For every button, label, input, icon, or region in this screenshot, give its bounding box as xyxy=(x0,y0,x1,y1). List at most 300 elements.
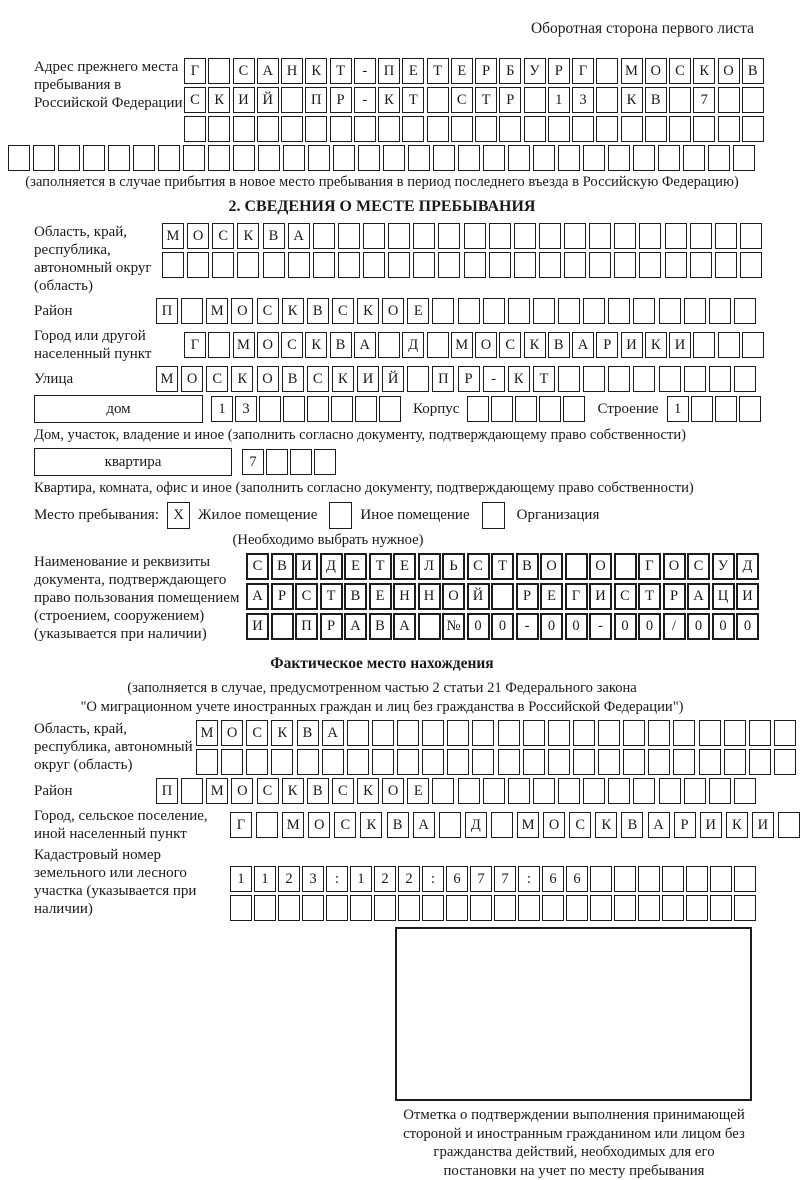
char-cell xyxy=(433,145,455,171)
char-cell xyxy=(673,749,695,775)
page-side-title: Оборотная сторона первого листа xyxy=(530,20,754,37)
house-label-box: дом xyxy=(34,395,203,423)
char-cell xyxy=(355,396,377,422)
char-cell: Й xyxy=(382,366,404,392)
char-cell xyxy=(208,58,230,84)
char-cell xyxy=(533,298,555,324)
char-cell xyxy=(196,749,218,775)
char-cell: К xyxy=(524,332,546,358)
char-cell: П xyxy=(156,298,178,324)
char-cell: И xyxy=(589,583,612,610)
house-note: Дом, участок, владение и иное (заполнить согласно документу, подтверждающему право собственности) xyxy=(34,427,687,444)
char-cell xyxy=(563,396,585,422)
char-cell xyxy=(498,720,520,746)
char-cell xyxy=(308,145,330,171)
char-cell: К xyxy=(305,332,327,358)
char-cell: М xyxy=(206,778,228,804)
char-cell xyxy=(407,366,429,392)
char-cell xyxy=(458,298,480,324)
char-cell: В xyxy=(297,720,319,746)
char-cell xyxy=(542,895,564,921)
char-cell xyxy=(523,720,545,746)
char-cell: - xyxy=(483,366,505,392)
char-cell: О xyxy=(257,332,279,358)
char-cell xyxy=(133,145,155,171)
char-cell xyxy=(718,332,740,358)
stay-type-note: (Необходимо выбрать нужное) xyxy=(232,531,424,548)
char-cell xyxy=(278,895,300,921)
previous-address-overflow-row xyxy=(8,145,755,171)
char-cell xyxy=(33,145,55,171)
char-cell: Н xyxy=(281,58,303,84)
char-cell xyxy=(402,116,424,142)
char-cell: Д xyxy=(736,553,759,580)
char-cell: П xyxy=(295,613,318,640)
char-cell xyxy=(208,145,230,171)
char-cell xyxy=(458,145,480,171)
char-cell xyxy=(432,778,454,804)
char-cell xyxy=(684,778,706,804)
char-cell: 3 xyxy=(302,866,324,892)
char-cell: - xyxy=(354,87,376,113)
char-cell: 0 xyxy=(540,613,563,640)
char-cell xyxy=(708,145,730,171)
char-cell xyxy=(388,223,410,249)
char-cell: Е xyxy=(451,58,473,84)
char-cell: В xyxy=(387,812,409,838)
char-cell: М xyxy=(282,812,304,838)
char-cell xyxy=(472,720,494,746)
char-cell xyxy=(518,895,540,921)
char-cell xyxy=(583,145,605,171)
field-district xyxy=(8,298,756,324)
char-cell xyxy=(333,145,355,171)
char-cell: 2 xyxy=(398,866,420,892)
char-row xyxy=(230,812,800,838)
char-cell xyxy=(718,87,740,113)
char-cell: В xyxy=(516,553,539,580)
char-cell: М xyxy=(206,298,228,324)
char-cell: Б xyxy=(499,58,521,84)
char-cell: О xyxy=(718,58,740,84)
char-cell xyxy=(633,145,655,171)
char-cell: Т xyxy=(491,553,514,580)
char-cell xyxy=(724,749,746,775)
char-cell: Т xyxy=(638,583,661,610)
char-cell xyxy=(733,145,755,171)
char-cell xyxy=(564,223,586,249)
district-label: Район xyxy=(34,303,73,320)
char-cell: О xyxy=(589,553,612,580)
char-cell: А xyxy=(354,332,376,358)
char-cell: К xyxy=(508,366,530,392)
char-cell xyxy=(379,396,401,422)
char-cell xyxy=(734,866,756,892)
stay-type-option-organization-label: Организация xyxy=(516,506,600,523)
char-cell xyxy=(665,223,687,249)
char-cell: С xyxy=(184,87,206,113)
char-cell xyxy=(638,866,660,892)
char-cell xyxy=(709,298,731,324)
char-cell: О xyxy=(231,778,253,804)
char-cell: Г xyxy=(572,58,594,84)
ownership-document-rows xyxy=(246,553,759,640)
char-cell xyxy=(715,223,737,249)
field-previous-address xyxy=(8,58,756,142)
confirmation-caption: Отметка о подтверждении выполнения принимающей стороной и иностранным гражданином или лицом без гражданства действий, необходимых для его постановки на учет по месту пребывания xyxy=(403,1107,745,1179)
char-cell xyxy=(8,145,30,171)
char-cell: А xyxy=(257,58,279,84)
char-cell: Л xyxy=(418,553,441,580)
char-cell: С xyxy=(257,778,279,804)
char-cell: С xyxy=(569,812,591,838)
char-cell xyxy=(483,298,505,324)
char-cell: Т xyxy=(533,366,555,392)
char-cell xyxy=(686,895,708,921)
char-cell: Г xyxy=(184,58,206,84)
region-rows xyxy=(162,223,762,278)
char-cell: М xyxy=(451,332,473,358)
char-cell: А xyxy=(322,720,344,746)
stay-type-checkbox-residential: X xyxy=(167,502,190,529)
char-cell xyxy=(314,449,336,475)
char-cell xyxy=(290,449,312,475)
char-cell xyxy=(658,145,680,171)
char-cell: Е xyxy=(369,583,392,610)
char-cell xyxy=(515,396,537,422)
city-label: Город или другой населенный пункт xyxy=(34,328,152,363)
char-cell: Е xyxy=(393,553,416,580)
char-cell: В xyxy=(742,58,764,84)
char-cell: 0 xyxy=(687,613,710,640)
char-cell: 2 xyxy=(374,866,396,892)
char-cell xyxy=(221,749,243,775)
char-cell: О xyxy=(181,366,203,392)
char-cell xyxy=(558,298,580,324)
char-cell xyxy=(464,252,486,278)
house-cells xyxy=(211,396,401,422)
char-cell xyxy=(302,895,324,921)
char-cell: И xyxy=(736,583,759,610)
char-cell xyxy=(446,895,468,921)
char-cell xyxy=(684,366,706,392)
char-cell xyxy=(447,749,469,775)
char-cell xyxy=(458,778,480,804)
char-cell: В xyxy=(369,613,392,640)
char-cell: М xyxy=(162,223,184,249)
char-cell: О xyxy=(382,778,404,804)
char-cell xyxy=(558,778,580,804)
char-cell xyxy=(614,553,637,580)
char-cell: В xyxy=(621,812,643,838)
char-row xyxy=(246,553,759,580)
char-cell xyxy=(491,812,513,838)
char-cell: / xyxy=(663,613,686,640)
char-cell xyxy=(162,252,184,278)
char-cell xyxy=(354,116,376,142)
char-cell: Ь xyxy=(442,553,465,580)
char-cell xyxy=(347,720,369,746)
char-cell xyxy=(413,252,435,278)
char-cell xyxy=(383,145,405,171)
char-cell: У xyxy=(712,553,735,580)
char-cell xyxy=(590,866,612,892)
char-cell xyxy=(58,145,80,171)
char-cell xyxy=(256,812,278,838)
char-cell: К xyxy=(271,720,293,746)
char-cell: О xyxy=(442,583,465,610)
char-cell xyxy=(648,749,670,775)
char-cell: С xyxy=(687,553,710,580)
char-cell xyxy=(533,778,555,804)
char-cell: 0 xyxy=(712,613,735,640)
char-cell xyxy=(283,396,305,422)
char-cell xyxy=(583,778,605,804)
char-cell: В xyxy=(307,298,329,324)
char-cell xyxy=(447,720,469,746)
char-cell: - xyxy=(354,58,376,84)
char-cell xyxy=(305,116,327,142)
char-cell: П xyxy=(305,87,327,113)
char-cell xyxy=(297,749,319,775)
char-cell xyxy=(358,145,380,171)
char-cell xyxy=(718,116,740,142)
char-cell xyxy=(514,252,536,278)
char-cell xyxy=(566,895,588,921)
stay-type-checkbox-other-premises xyxy=(329,502,352,529)
char-cell xyxy=(596,87,618,113)
char-cell: М xyxy=(517,812,539,838)
char-cell xyxy=(709,778,731,804)
char-cell xyxy=(475,116,497,142)
char-cell: Р xyxy=(330,87,352,113)
actual-location-title: Фактическое место нахождения xyxy=(270,654,494,672)
char-cell: И xyxy=(752,812,774,838)
char-cell xyxy=(266,449,288,475)
previous-address-note: (заполняется в случае прибытия в новое место пребывания в период последнего въезда в Российскую Федерацию) xyxy=(25,174,739,190)
char-row xyxy=(196,749,796,775)
char-cell: С xyxy=(467,553,490,580)
char-cell: И xyxy=(295,553,318,580)
field-house xyxy=(8,395,756,423)
char-cell: В xyxy=(307,778,329,804)
char-cell: Е xyxy=(540,583,563,610)
char-cell: : xyxy=(422,866,444,892)
char-cell xyxy=(724,720,746,746)
char-cell xyxy=(326,895,348,921)
char-cell: А xyxy=(687,583,710,610)
char-cell: С xyxy=(307,366,329,392)
char-cell xyxy=(258,145,280,171)
char-cell xyxy=(589,252,611,278)
char-cell xyxy=(633,298,655,324)
char-cell xyxy=(398,895,420,921)
char-cell: 7 xyxy=(242,449,264,475)
char-cell xyxy=(774,720,796,746)
char-cell xyxy=(499,116,521,142)
char-cell: М xyxy=(196,720,218,746)
char-cell xyxy=(237,252,259,278)
char-cell xyxy=(187,252,209,278)
char-row xyxy=(196,720,796,746)
char-cell: 0 xyxy=(467,613,490,640)
char-cell xyxy=(614,223,636,249)
char-cell xyxy=(573,720,595,746)
char-cell xyxy=(489,223,511,249)
char-cell: 3 xyxy=(572,87,594,113)
char-row xyxy=(162,223,762,249)
char-cell: С xyxy=(246,553,269,580)
char-cell xyxy=(539,396,561,422)
char-cell: О xyxy=(187,223,209,249)
char-cell xyxy=(330,116,352,142)
char-cell xyxy=(572,116,594,142)
char-cell: Р xyxy=(320,613,343,640)
char-cell: Н xyxy=(418,583,441,610)
char-cell xyxy=(472,749,494,775)
char-cell: 7 xyxy=(470,866,492,892)
char-cell: 0 xyxy=(736,613,759,640)
char-cell xyxy=(608,145,630,171)
actual-district-label: Район xyxy=(34,783,73,800)
char-cell: О xyxy=(540,553,563,580)
char-cell xyxy=(596,58,618,84)
char-cell xyxy=(313,223,335,249)
char-cell xyxy=(662,866,684,892)
char-cell xyxy=(565,553,588,580)
field-actual-district xyxy=(8,778,756,804)
ownership-document-label: Наименование и реквизиты документа, подтверждающего право пользования помещением (строением, сооружением) (указывается при наличии) xyxy=(34,553,240,642)
char-cell: Т xyxy=(427,58,449,84)
char-cell xyxy=(432,298,454,324)
field-stay-type xyxy=(34,502,756,529)
char-cell xyxy=(331,396,353,422)
char-cell xyxy=(639,252,661,278)
char-cell: У xyxy=(524,58,546,84)
char-cell: К xyxy=(595,812,617,838)
char-cell: Г xyxy=(230,812,252,838)
char-cell: - xyxy=(516,613,539,640)
actual-region-rows xyxy=(196,720,796,775)
char-cell xyxy=(740,223,762,249)
char-cell xyxy=(281,87,303,113)
char-cell: 0 xyxy=(614,613,637,640)
char-cell: Й xyxy=(467,583,490,610)
char-cell: Г xyxy=(184,332,206,358)
char-cell xyxy=(691,396,713,422)
char-cell xyxy=(397,749,419,775)
char-cell: Р xyxy=(674,812,696,838)
char-cell: И xyxy=(621,332,643,358)
char-row xyxy=(184,87,764,113)
char-cell xyxy=(774,749,796,775)
char-cell xyxy=(508,145,530,171)
field-cadastral xyxy=(8,846,756,921)
char-cell: О xyxy=(645,58,667,84)
char-cell: П xyxy=(378,58,400,84)
char-cell: С xyxy=(451,87,473,113)
char-cell: С xyxy=(669,58,691,84)
char-cell: С xyxy=(212,223,234,249)
field-actual-city xyxy=(8,807,769,843)
char-cell xyxy=(734,298,756,324)
char-cell xyxy=(623,720,645,746)
char-cell xyxy=(438,252,460,278)
char-cell: № xyxy=(442,613,465,640)
char-row xyxy=(156,366,756,392)
char-cell: К xyxy=(357,778,379,804)
char-cell: К xyxy=(645,332,667,358)
stay-type-label: Место пребывания: xyxy=(34,506,159,523)
actual-city-label: Город, сельское поселение, иной населенный пункт xyxy=(34,808,208,843)
char-cell: Г xyxy=(565,583,588,610)
char-cell: А xyxy=(393,613,416,640)
char-cell xyxy=(498,749,520,775)
char-cell xyxy=(374,895,396,921)
char-cell xyxy=(645,116,667,142)
char-cell xyxy=(558,145,580,171)
char-cell xyxy=(639,223,661,249)
char-cell xyxy=(539,252,561,278)
korpus-cells xyxy=(467,396,585,422)
char-cell: А xyxy=(572,332,594,358)
char-cell xyxy=(494,895,516,921)
char-cell: Е xyxy=(402,58,424,84)
char-cell xyxy=(338,223,360,249)
char-cell xyxy=(715,252,737,278)
char-cell xyxy=(734,778,756,804)
char-cell xyxy=(548,720,570,746)
char-cell: К xyxy=(332,366,354,392)
char-cell: Т xyxy=(320,583,343,610)
char-cell xyxy=(749,720,771,746)
char-cell xyxy=(598,749,620,775)
char-cell: Д xyxy=(402,332,424,358)
char-cell: Е xyxy=(344,553,367,580)
char-cell xyxy=(533,145,555,171)
char-cell xyxy=(108,145,130,171)
char-row xyxy=(184,58,764,84)
apartment-cells xyxy=(242,449,336,475)
char-cell: И xyxy=(669,332,691,358)
char-cell xyxy=(633,366,655,392)
char-cell xyxy=(464,223,486,249)
field-apartment xyxy=(8,448,756,476)
stroenie-cells xyxy=(667,396,761,422)
char-cell xyxy=(598,720,620,746)
char-cell xyxy=(263,252,285,278)
char-cell: К xyxy=(305,58,327,84)
char-cell xyxy=(413,223,435,249)
char-cell: 6 xyxy=(446,866,468,892)
char-cell: 3 xyxy=(235,396,257,422)
char-row xyxy=(230,895,756,921)
char-cell: Р xyxy=(663,583,686,610)
char-cell: А xyxy=(246,583,269,610)
char-cell: К xyxy=(282,778,304,804)
section-2-title: 2. СВЕДЕНИЯ О МЕСТЕ ПРЕБЫВАНИЯ xyxy=(228,198,536,216)
char-cell xyxy=(230,895,252,921)
char-cell: В xyxy=(282,366,304,392)
char-cell xyxy=(514,223,536,249)
char-cell xyxy=(742,87,764,113)
char-cell xyxy=(438,223,460,249)
char-cell: Е xyxy=(407,778,429,804)
char-cell xyxy=(589,223,611,249)
char-cell xyxy=(638,895,660,921)
char-cell: Н xyxy=(393,583,416,610)
field-city xyxy=(8,327,756,363)
